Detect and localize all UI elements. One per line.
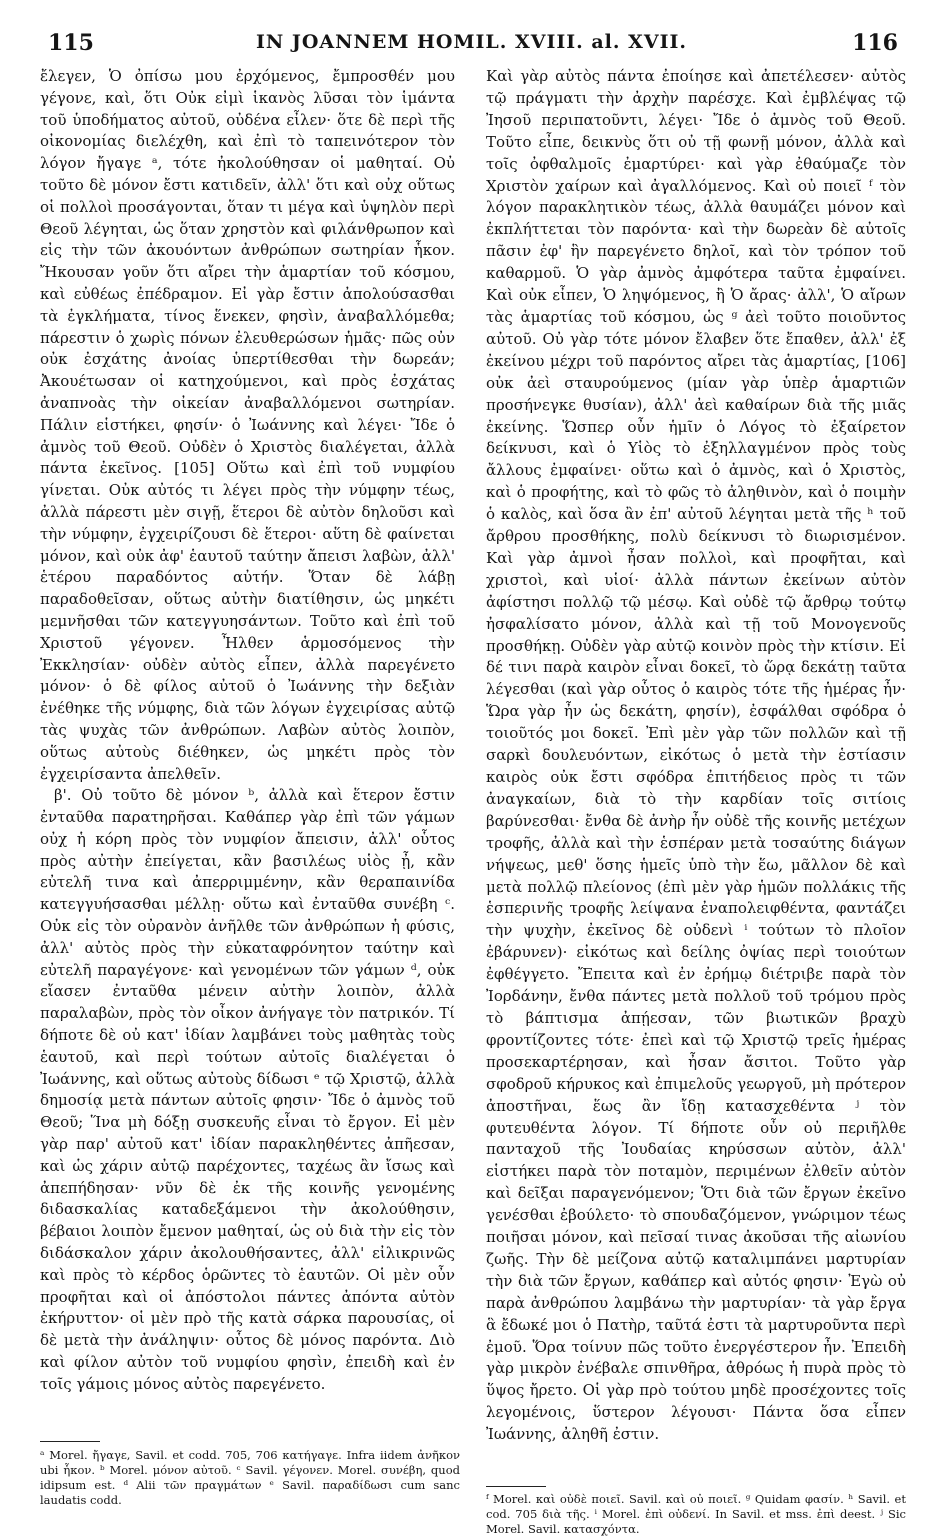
- footnotes-right: ᶠ Morel. καὶ οὐδὲ ποιεῖ. Savil. καὶ οὐ ποιεῖ. ᵍ Quidam φασίν. ʰ Savil. et cod. 705 διὰ τῆς. ⁱ Morel. ἐπὶ οὐδενί. In Savil. et mss. ἐπὶ deest. ʲ Sic Morel. Savil. κατασχόντα.: [486, 1492, 906, 1536]
- left-column-text-section-2: β'. Οὐ τοῦτο δὲ μόνον ᵇ, ἀλλὰ καὶ ἕτερον ἔστιν ἐνταῦθα παρατηρῆσαι. Καθάπερ γὰρ ἐπὶ τῶν γάμων οὐχ ἡ κόρη πρὸς τὸν νυμφίον ἄπεισιν, ἀλλ' οὗτος πρὸς αὐτὴν ἐπείγεται, κἂν βασιλέως υἱὸς ᾖ, κἂν εὐτελῆ τινα καὶ ἀπερριμμένην, κἂν θεραπαινίδα κατεγγυήσασθαι μέλλῃ· οὕτω καὶ ἐνταῦθα συνέβη ᶜ. Οὐκ εἰς τὸν οὐρανὸν ἀνῆλθε τῶν ἀνθρώπων ἡ φύσις, ἀλλ' αὐτὸς πρὸς τὴν εὐκαταφρόνητον ταύτην καὶ εὐτελῆ παραγέγονε· καὶ γενομένων τῶν γάμων ᵈ, οὐκ εἴασεν ἐνταῦθα μένειν αὐτὴν λοιπὸν, ἀλλὰ παραλαβὼν, πρὸς τὸν οἶκον ἀνήγαγε τὸν πατρικόν. Τί δήποτε δὲ οὐ κατ' ἰδίαν λαμβάνει τοὺς μαθητὰς τοὺς ἑαυτοῦ, καὶ περὶ τούτων αὐτοῖς διαλέγεται ὁ Ἰωάννης, καὶ οὕτως αὐτοὺς δίδωσι ᵉ τῷ Χριστῷ, ἀλλὰ δημοσίᾳ μετὰ πάντων αὐτοῖς φησιν· Ἴδε ὁ ἀμνὸς τοῦ Θεοῦ; Ἵνα μὴ δόξῃ συσκευῆς εἶναι τὸ ἔργον. Εἰ μὲν γὰρ παρ' αὐτοῦ κατ' ἰδίαν παρακληθέντες ἀπῆεσαν, καὶ ὡς χάριν αὐτῷ παρέχοντες, ταχέως ἂν ἴσως καὶ ἀπεπήδησαν· νῦν δὲ ἐκ τῆς κοινῆς γενομένης διδασκαλίας καταδεξάμενοι τὴν ἀκολούθησιν, βέβαιοι λοιπὸν ἔμενον μαθηταί, ὡς οὐ διὰ τὴν εἰς τὸν διδάσκαλον χάριν ἀκολουθήσαντες, ἀλλ' εἰλικρινῶς καὶ πρὸς τὸ κέρδος ὁρῶντες τὸ ἑαυτῶν. Οἱ μὲν οὖν προφῆται καὶ οἱ ἀπόστολοι πάντες ἀπόντα αὐτὸν ἐκήρυττον· οἱ μὲν πρὸ τῆς κατὰ σάρκα παρουσίας, οἱ δὲ μετὰ τὴν ἀνάληψιν· οὗτος δὲ μόνος παρόντα. Διὸ καὶ φίλον αὐτὸν τοῦ νυμφίου φησὶν, ἐπειδὴ καὶ ἐν τοῖς γάμοις μόνος αὐτὸς παρεγένετο.: [40, 786, 455, 1393]
- footnotes-left: ᵃ Morel. ἤγαγε, Savil. et codd. 705, 706 κατήγαγε. Infra iidem ἀνῆκον ubi ἧκον. ᵇ Morel. μόνον αὐτοῦ. ᶜ Savil. γέγονεν. Morel. συνέβη, quod idipsum est. ᵈ Alii τῶν πραγμάτων ᵉ Savil. παραδίδωσι cum sanc laudatis codd.: [40, 1448, 460, 1507]
- page-number-left: 115: [48, 30, 94, 56]
- footnote-divider-right: [486, 1486, 546, 1487]
- footnote-divider-left: [40, 1441, 100, 1442]
- page-header: [0, 0, 943, 60]
- running-head: IN JOANNEM HOMIL. XVIII. al. XVII.: [255, 31, 688, 53]
- right-column-text: Καὶ γὰρ αὐτὸς πάντα ἐποίησε καὶ ἀπετέλεσεν· αὐτὸς τῷ πράγματι τὴν ἀρχὴν παρέσχε. Καὶ ἐμβλέψας τῷ Ἰησοῦ περιπατοῦντι, λέγει· Ἴδε ὁ ἀμνὸς τοῦ Θεοῦ. Τοῦτο εἶπε, δεικνὺς ὅτι οὐ τῇ φωνῇ μόνον, ἀλλὰ καὶ τοῖς ὀφθαλμοῖς ἐμαρτύρει· καὶ γὰρ ἐθαύμαζε τὸν Χριστὸν χαίρων καὶ ἀγαλλόμενος. Καὶ οὐ ποιεῖ ᶠ τὸν λόγον παρακλητικὸν τέως, ἀλλὰ θαυμάζει μόνον καὶ ἐκπλήττεται τὸν παρόντα· καὶ τὴν δωρεὰν δὲ αὐτοῖς πᾶσιν ἐφ' ἣν παρεγένετο δηλοῖ, καὶ τὸν τρόπον τοῦ καθαρμοῦ. Ὁ γὰρ ἀμνὸς ἀμφότερα ταῦτα ἐμφαίνει. Καὶ οὐκ εἶπεν, Ὁ ληψόμενος, ἢ Ὁ ἄρας· ἀλλ', Ὁ αἴρων τὰς ἁμαρτίας τοῦ κόσμου, ὡς ᵍ ἀεὶ τοῦτο ποιοῦντος αὐτοῦ. Οὐ γὰρ τότε μόνον ἔλαβεν ὅτε ἔπαθεν, ἀλλ' ἐξ ἐκείνου μέχρι τοῦ παρόντος αἴρει τὰς ἁμαρτίας, [106] οὐκ ἀεὶ σταυρούμενος (μίαν γὰρ ὑπὲρ ἁμαρτιῶν προσήνεγκε θυσίαν), ἀλλ' ἀεὶ καθαίρων διὰ τῆς μιᾶς ἐκείνης. Ὥσπερ οὖν ἡμῖν ὁ Λόγος τὸ ἐξαίρετον δείκνυσι, καὶ ὁ Υἱὸς τὸ ἐξηλλαγμένον πρὸς τοὺς ἄλλους ἐμφαίνει· οὕτω καὶ ὁ ἀμνὸς, καὶ ὁ Χριστὸς, καὶ ὁ προφήτης, καὶ τὸ φῶς τὸ ἀληθινὸν, καὶ ὁ ποιμὴν ὁ καλὸς, καὶ ὅσα ἂν ἐπ' αὐτοῦ λέγηται μετὰ τῆς ʰ τοῦ ἄρθρου προσθήκης, πολὺ δείκνυσι τὸ διωρισμένον. Καὶ γὰρ ἀμνοὶ ἦσαν πολλοὶ, καὶ προφῆται, καὶ χριστοὶ, καὶ υἱοί· ἀλλὰ πάντων ἐκείνων αὐτὸν ἀφίστησι πολλῷ τῷ μέσῳ. Καὶ οὐδὲ τῷ ἄρθρῳ τούτῳ ἠσφαλίσατο μόνον, ἀλλὰ καὶ τῇ τοῦ Μονογενοῦς προσθήκῃ. Οὐδὲν γὰρ αὐτῷ κοινὸν πρὸς τὴν κτίσιν. Εἰ δέ τινι παρὰ καιρὸν εἶναι δοκεῖ, τὸ ὥρᾳ δεκάτῃ ταῦτα λέγεσθαι (καὶ γὰρ οὗτος ὁ καιρὸς τότε τῆς ἡμέρας ἦν· Ὥρα γὰρ ἦν ὡς δεκάτη, φησίν), ἐσφάλθαι σφόδρα ὁ τοιοῦτός μοι δοκεῖ. Ἐπὶ μὲν γὰρ τῶν πολλῶν καὶ τῇ σαρκὶ δουλευόντων, εἰκότως ὁ μετὰ τὴν ἑστίασιν καιρὸς οὐκ ἔστι σφόδρα ἐπιτήδειος πρὸς τι τῶν ἀναγκαίων, διὰ τὸ τὴν καρδίαν τοῖς σιτίοις βαρύνεσθαι· ἔνθα δὲ ἀνὴρ ἦν οὐδὲ τῆς κοινῆς μετέχων τροφῆς, ἀλλὰ καὶ τὴν ἑσπέραν μετὰ τοσαύτης διάγων νήψεως, μεθ' ὅσης ἡμεῖς ὑπὸ τὴν ἕω, μᾶλλον δὲ καὶ μετὰ πολλῷ πλείονος (ἐπὶ μὲν γὰρ ἡμῶν πολλάκις τῆς ἑσπερινῆς τροφῆς λείψανα ἐναπολειφθέντα, φαντάζει τὴν ψυχὴν, ἐκεῖνος δὲ οὐδενὶ ⁱ τούτων τὸ πλοῖον ἐβάρυνεν)· εἰκότως καὶ δείλης ὀψίας περὶ τοιούτων ἐφθέγγετο. Ἔπειτα καὶ ἐν ἐρήμῳ διέτριβε παρὰ τὸν Ἰορδάνην, ἔνθα πάντες μετὰ πολλοῦ τοῦ τρόμου πρὸς τὸ βάπτισμα ἀπῄεσαν, τῶν βιωτικῶν βραχὺ φροντίζοντες τότε· ἐπεὶ καὶ τῷ Χριστῷ τρεῖς ἡμέρας προσεκαρτέρησαν, καὶ ἦσαν ἄσιτοι. Τοῦτο γὰρ σφοδροῦ κήρυκος καὶ ἐπιμελοῦς γεωργοῦ, μὴ πρότερον ἀποστῆναι, ἕως ἂν ἴδῃ κατασχεθέντα ʲ τὸν φυτευθέντα λόγον. Τί δήποτε οὖν οὐ περιῆλθε πανταχοῦ τῆς Ἰουδαίας κηρύσσων αὐτὸν, ἀλλ' εἱστήκει παρὰ τὸν ποταμὸν, περιμένων ἐλθεῖν αὐτὸν καὶ δεῖξαι παραγενόμενον; Ὅτι διὰ τῶν ἔργων ἐκεῖνο γενέσθαι ἐβούλετο· τὸ σπουδαζόμενον, γνώριμον τέως ποιῆσαι μόνον, καὶ πεῖσαί τινας ἀκοῦσαι τῆς αἰωνίου ζωῆς. Τὴν δὲ μείζονα αὐτῷ καταλιμπάνει μαρτυρίαν τὴν διὰ τῶν ἔργων, καθάπερ καὶ αὐτός φησιν· Ἐγὼ οὐ παρὰ ἀνθρώπου λαμβάνω τὴν μαρτυρίαν· τὰ γὰρ ἔργα ἃ ἔδωκέ μοι ὁ Πατὴρ, ταῦτά ἐστι τὰ μαρτυροῦντα περὶ ἐμοῦ. Ὅρα τοίνυν πῶς τοῦτο ἐνεργέστερον ἦν. Ἐπειδὴ γὰρ μικρὸν ἐνέβαλε σπινθῆρα, ἀθρόως ἡ πυρὰ πρὸς τὸ ὕψος ἤρετο. Οἱ γὰρ πρὸ τούτου μηδὲ προσέχοντες τοῖς λεγομένοις, ὕστερον λέγουσι· Πάντα ὅσα εἶπεν Ἰωάννης, ἀληθῆ ἐστιν.: [486, 67, 906, 1444]
- right-column: [486, 66, 906, 1446]
- page-number-right: 116: [852, 30, 898, 56]
- left-column: [40, 66, 455, 1396]
- left-column-text: ἔλεγεν, Ὁ ὀπίσω μου ἐρχόμενος, ἔμπροσθέν μου γέγονε, καὶ, ὅτι Οὐκ εἰμὶ ἱκανὸς λῦσαι τὸν ἱμάντα τοῦ ὑποδήματος αὐτοῦ, οὐδένα εἶλεν· ὅτε δὲ περὶ τῆς οἰκονομίας διελέχθη, καὶ ἐπὶ τὸ ταπεινότερον τὸν λόγον ἤγαγε ᵃ, τότε ἠκολούθησαν οἱ μαθηταί. Οὐ τοῦτο δὲ μόνον ἔστι κατιδεῖν, ἀλλ' ὅτι καὶ οὐχ οὕτως οἱ πολλοὶ προσάγονται, ὅταν τι μέγα καὶ ὑψηλὸν περὶ Θεοῦ λέγηται, ὡς ὅταν χρηστὸν καὶ φιλάνθρωπον καὶ εἰς τὴν τῶν ἀκουόντων ἀνθρώπων σωτηρίαν ἧκον. Ἤκουσαν γοῦν ὅτι αἴρει τὴν ἁμαρτίαν τοῦ κόσμου, καὶ εὐθέως ἐπέδραμον. Εἰ γὰρ ἔστιν ἀπολούσασθαι τὰ ἐγκλήματα, τίνος ἕνεκεν, φησὶν, ἀναβαλλόμεθα; πάρεστιν ὁ χωρὶς πόνων ἐλευθερώσων ἡμᾶς· πῶς οὐν οὐκ ἐσχάτης ἀνοίας ὑπερτίθεσθαι τὴν δωρεάν; Ἀκουέτωσαν οἱ κατηχούμενοι, καὶ πρὸς ἐσχάτας ἀναπνοὰς τὴν οἰκείαν ἀναβαλλόμενοι σωτηρίαν. Πάλιν εἱστήκει, φησίν· ὁ Ἰωάννης καὶ λέγει· Ἴδε ὁ ἀμνὸς τοῦ Θεοῦ. Οὐδὲν ὁ Χριστὸς διαλέγεται, ἀλλὰ πάντα ἐκεῖνος. [105] Οὕτω καὶ ἐπὶ τοῦ νυμφίου γίνεται. Οὐκ αὐτός τι λέγει πρὸς τὴν νύμφην τέως, ἀλλὰ πάρεστι μὲν σιγῇ, ἕτεροι δὲ αὐτὸν δηλοῦσι καὶ τὴν νύμφην, ἐγχειρίζουσι δὲ ἕτεροι· αὕτη δὲ φαίνεται μόνον, καὶ οὐκ ἀφ' ἑαυτοῦ ταύτην ἄπεισι λαβὼν, ἀλλ' ἑτέρου παραδόντος αὐτήν. Ὅταν δὲ λάβῃ παραδοθεῖσαν, οὕτως αὐτὴν διατίθησιν, ὡς μηκέτι μεμνῆσθαι τῶν κατεγγυησάντων. Τοῦτο καὶ ἐπὶ τοῦ Χριστοῦ γέγονεν. Ἦλθεν ἁρμοσόμενος τὴν Ἐκκλησίαν· οὐδὲν αὐτὸς εἶπεν, ἀλλὰ παρεγένετο μόνον· ὁ δὲ φίλος αὐτοῦ ὁ Ἰωάννης τὴν δεξιὰν ἐνέθηκε τῆς νύμφης, διὰ τῶν λόγων ἐγχειρίσας αὐτῷ τὰς ψυχὰς τῶν ἀνθρώπων. Λαβὼν αὐτὸς λοιπὸν, οὕτως αὐτοὺς διέθηκεν, ὡς μηκέτι πρὸς τὸν ἐγχειρίσαντα ἀπελθεῖν.: [40, 67, 455, 783]
